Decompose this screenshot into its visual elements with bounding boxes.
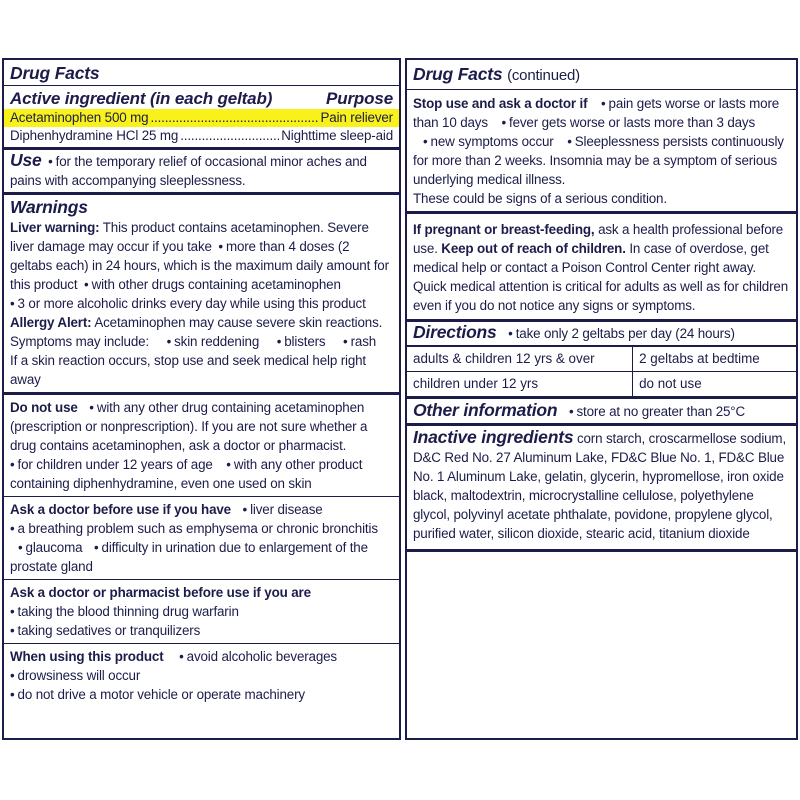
do-not-use-paragraph bbox=[10, 398, 393, 455]
keep-out-of-reach-label: Keep out of reach of children. bbox=[441, 241, 626, 256]
overdose-text: In case of overdose, get medical help or contact a Poison Control Center right away. Quick medical attention is critical for adults as well as for children even if you do not notice any signs or symptoms. bbox=[413, 241, 789, 313]
allergy-bullet-3: rash bbox=[350, 334, 377, 349]
allergy-bullet-2: blisters bbox=[284, 334, 326, 349]
drug-facts-left-panel bbox=[2, 58, 401, 740]
when-using-section bbox=[4, 644, 399, 707]
bullet-icon: • bbox=[48, 154, 53, 169]
liver-bullet-1: more than 4 doses (2 geltabs each) in 24 hours, which is the maximum daily amount for this product bbox=[10, 239, 389, 292]
other-information-line bbox=[413, 401, 790, 421]
ask-doctor-section bbox=[4, 497, 399, 580]
when-using-bullet-2: drowsiness will occur bbox=[17, 668, 141, 683]
ingredient-name: Acetaminophen 500 mg bbox=[10, 110, 149, 125]
directions-age-cell: children under 12 yrs bbox=[407, 372, 633, 397]
do-not-use-section bbox=[4, 395, 399, 497]
do-not-use-bullet-1: with any other drug containing acetaminophen (prescription or nonprescription). If you are not sure whether a drug contains acetaminophen, ask a doctor or pharmacist. bbox=[10, 400, 368, 453]
inactive-ingredients-text: corn starch, croscarmellose sodium, D&C Red No. 27 Aluminum Lake, FD&C Blue No. 1, FD&C Blue No. 1 Aluminum Lake, gelatin, glycerin, hypromellose, iron oxide black, maltodextrin, microcrystalline cellulose, polyethylene glycol, polyvinyl acetate phthalate, povidone, propylene glycol, purified water, silicon dioxide, stearic acid, titanium dioxide bbox=[413, 431, 787, 541]
directions-age-cell: adults & children 12 yrs & over bbox=[407, 347, 633, 372]
bullet-icon: • bbox=[10, 457, 15, 472]
bullet-icon: • bbox=[166, 334, 172, 349]
liver-bullet-3: 3 or more alcoholic drinks every day while using this product bbox=[17, 296, 366, 311]
other-information-text: store at no greater than 25°C bbox=[576, 404, 746, 419]
allergy-alert-text: Acetaminophen may cause severe skin reactions. Symptoms may include: bbox=[10, 315, 383, 349]
ask-doctor-bullet-1: liver disease bbox=[250, 502, 323, 517]
continued-suffix: (continued) bbox=[507, 67, 580, 84]
bullet-icon: • bbox=[226, 457, 231, 472]
bullet-icon: • bbox=[94, 540, 99, 555]
ask-doctor-line-2 bbox=[10, 519, 393, 576]
drug-facts-right-panel bbox=[405, 58, 798, 740]
directions-dose-cell: 2 geltabs at bedtime bbox=[633, 347, 796, 372]
ingredient-name: Diphenhydramine HCl 25 mg bbox=[10, 128, 179, 143]
leader-dots bbox=[180, 127, 279, 145]
stop-use-bullet-4: Sleeplessness persists continuously for more than 2 weeks. Insomnia may be a symptom of serious underlying medical illness. bbox=[413, 134, 784, 187]
inactive-ingredients-paragraph bbox=[413, 428, 790, 543]
do-not-use-label: Do not use bbox=[10, 400, 78, 415]
bullet-icon: • bbox=[568, 404, 574, 419]
bullet-icon: • bbox=[89, 400, 94, 415]
stop-use-tail: These could be signs of a serious condition. bbox=[413, 191, 667, 206]
leader-dots bbox=[150, 109, 318, 127]
other-information-section bbox=[407, 399, 796, 426]
bullet-icon: • bbox=[10, 623, 15, 638]
warnings-section bbox=[4, 195, 399, 395]
pregnancy-label: If pregnant or breast-feeding, bbox=[413, 222, 595, 237]
directions-header bbox=[407, 322, 796, 346]
ingredient-purpose: Nighttime sleep-aid bbox=[281, 128, 393, 143]
directions-line bbox=[413, 323, 790, 343]
bullet-icon: • bbox=[508, 326, 513, 341]
directions-text: take only 2 geltabs per day (24 hours) bbox=[515, 326, 735, 341]
ask-pharmacist-bullet-2: taking sedatives or tranquilizers bbox=[17, 623, 201, 638]
bullet-icon: • bbox=[10, 604, 15, 619]
ask-doctor-label: Ask a doctor before use if you have bbox=[10, 502, 231, 517]
stop-use-bullet-1: pain gets worse or lasts more than 10 days bbox=[413, 96, 780, 130]
when-using-line-1 bbox=[10, 647, 393, 666]
bullet-icon: • bbox=[423, 134, 428, 149]
ask-pharmacist-section bbox=[4, 580, 399, 644]
drug-facts-title: Drug Facts bbox=[10, 63, 100, 83]
ask-doctor-bullet-4: difficulty in urination due to enlargement of the prostate gland bbox=[10, 540, 368, 574]
stop-use-label: Stop use and ask a doctor if bbox=[413, 96, 588, 111]
pregnancy-section bbox=[407, 214, 796, 322]
bullet-icon: • bbox=[600, 96, 606, 111]
allergy-alert bbox=[10, 313, 393, 351]
inactive-ingredients-section bbox=[407, 426, 796, 552]
ask-doctor-bullet-3: glaucoma bbox=[25, 540, 83, 555]
bullet-icon: • bbox=[343, 334, 348, 349]
do-not-use-bullet-3: with any other product containing diphenhydramine, even one used on skin bbox=[10, 457, 363, 491]
use-heading: Use bbox=[10, 150, 42, 170]
ask-doctor-bullet-2: a breathing problem such as emphysema or chronic bronchitis bbox=[17, 521, 378, 536]
use-paragraph bbox=[10, 151, 393, 190]
bullet-icon: • bbox=[10, 687, 15, 702]
ask-doctor-line-1 bbox=[10, 500, 393, 519]
liver-warning-text: This product contains acetaminophen. Severe liver damage may occur if you take bbox=[10, 220, 369, 254]
bullet-icon: • bbox=[242, 502, 248, 517]
warnings-heading: Warnings bbox=[10, 197, 88, 217]
bullet-icon: • bbox=[18, 540, 23, 555]
bullet-icon: • bbox=[218, 239, 223, 254]
table-row bbox=[407, 372, 796, 397]
pregnancy-paragraph bbox=[413, 220, 790, 315]
purpose-heading: Purpose bbox=[326, 89, 393, 108]
bullet-icon: • bbox=[179, 649, 184, 664]
drug-facts-continued-title-section bbox=[407, 60, 796, 90]
when-using-bullet-3: do not drive a motor vehicle or operate machinery bbox=[17, 687, 305, 702]
when-using-label: When using this product bbox=[10, 649, 164, 664]
stop-use-bullet-3: new symptoms occur bbox=[430, 134, 554, 149]
stop-use-paragraph bbox=[413, 94, 790, 189]
bullet-icon: • bbox=[276, 334, 282, 349]
directions-table bbox=[407, 346, 796, 396]
directions-section bbox=[407, 322, 796, 399]
liver-warning-label: Liver warning: bbox=[10, 220, 100, 235]
active-ingredient-row-diphenhydramine bbox=[10, 127, 393, 145]
active-ingredient-header bbox=[10, 88, 393, 109]
other-information-heading: Other information bbox=[413, 400, 558, 420]
liver-bullet-2: with other drugs containing acetaminophen bbox=[91, 277, 341, 292]
bullet-icon: • bbox=[84, 277, 89, 292]
allergy-bullet-1: skin reddening bbox=[174, 334, 260, 349]
liver-bullet-3-line bbox=[10, 294, 393, 313]
ask-pharmacist-bullet-1: taking the blood thinning drug warfarin bbox=[17, 604, 239, 619]
active-ingredient-row-acetaminophen bbox=[4, 109, 399, 127]
allergy-tail: If a skin reaction occurs, stop use and seek medical help right away bbox=[10, 353, 367, 387]
ingredient-purpose: Pain reliever bbox=[320, 110, 393, 125]
bullet-icon: • bbox=[501, 115, 507, 130]
ask-pharmacist-line-2 bbox=[10, 621, 393, 640]
use-text: for the temporary relief of occasional minor aches and pains with accompanying sleeplessness. bbox=[10, 154, 367, 188]
do-not-use-line-2 bbox=[10, 455, 393, 493]
bullet-icon: • bbox=[10, 296, 15, 311]
do-not-use-bullet-2: for children under 12 years of age bbox=[17, 457, 213, 472]
inactive-ingredients-heading: Inactive ingredients bbox=[413, 427, 574, 447]
bullet-icon: • bbox=[10, 521, 15, 536]
stop-use-section bbox=[407, 90, 796, 214]
ask-pharmacist-line-1 bbox=[10, 602, 393, 621]
table-row bbox=[407, 347, 796, 372]
drug-facts-title: Drug Facts bbox=[413, 64, 503, 84]
liver-warning bbox=[10, 218, 393, 294]
stop-use-bullet-2: fever gets worse or lasts more than 3 days bbox=[509, 115, 756, 130]
allergy-alert-label: Allergy Alert: bbox=[10, 315, 92, 330]
ask-pharmacist-label: Ask a doctor or pharmacist before use if you are bbox=[10, 585, 311, 600]
bullet-icon: • bbox=[567, 134, 572, 149]
active-ingredient-section bbox=[4, 86, 399, 150]
active-ingredient-heading: Active ingredient (in each geltab) bbox=[10, 89, 273, 108]
use-section bbox=[4, 150, 399, 195]
directions-heading: Directions bbox=[413, 322, 497, 342]
when-using-line-2 bbox=[10, 666, 393, 685]
when-using-bullet-1: avoid alcoholic beverages bbox=[186, 649, 337, 664]
pregnancy-text: ask a health professional before use. bbox=[413, 222, 784, 256]
bullet-icon: • bbox=[10, 668, 15, 683]
drug-facts-title-section bbox=[4, 60, 399, 86]
drug-facts-continued-title bbox=[413, 63, 790, 87]
when-using-line-3 bbox=[10, 685, 393, 704]
directions-dose-cell: do not use bbox=[633, 372, 796, 397]
